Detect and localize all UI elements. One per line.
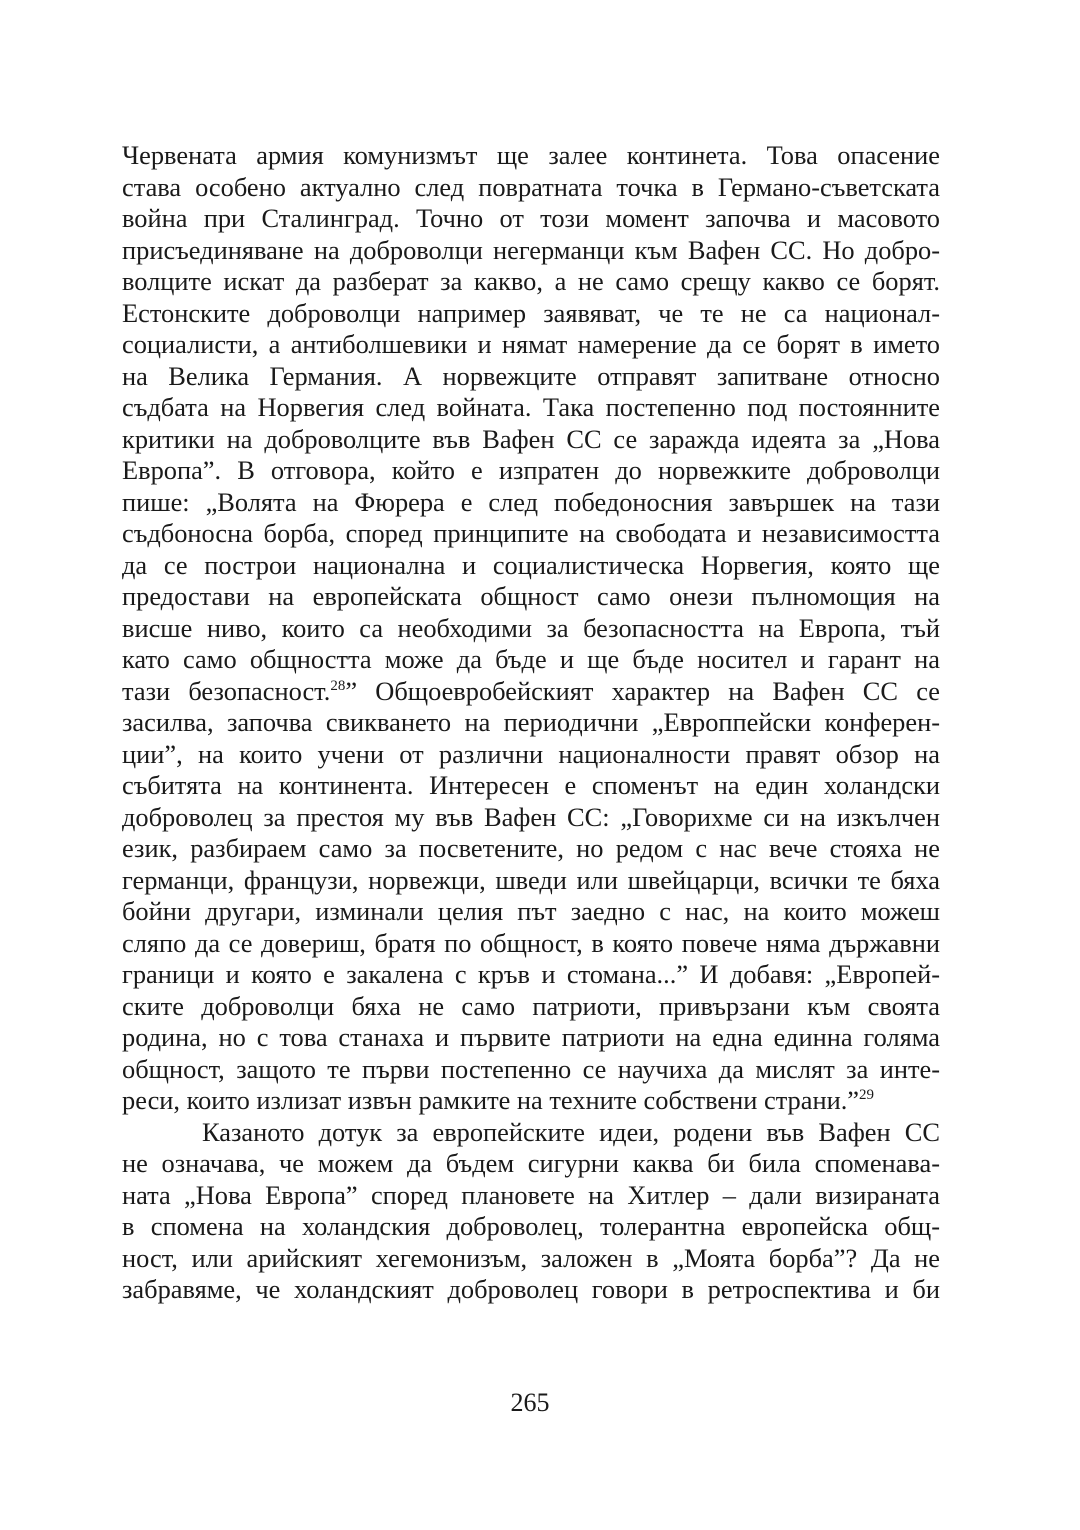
text-line: в спомена на холандския доброволец, толерантна европейска общ- [122, 1211, 940, 1241]
text-line: Червената армия комунизмът ще залее континета. Това опасение [122, 140, 940, 170]
text-line: висше ниво, които са необходими за безопасността на Европа, тъй [122, 612, 940, 643]
text-line: става особено актуално след повратната точка в Германо-съветската [122, 171, 940, 202]
text-line: сляпо да се довериш, братя по общност, в която повече няма държавни [122, 927, 940, 958]
text-line: пише: „Волята на Фюрера е след победоносния завършек на тази [122, 486, 940, 517]
text-line: не означава, че можем да бъдем сигурни каква би била споменава- [122, 1148, 940, 1178]
text-segment: реси, които излизат извън рамките на техните собствени страни.” [122, 1085, 860, 1115]
text-line: съдбоносна борба, според принципите на свободата и независимостта [122, 518, 940, 548]
text-line: общност, защото те първи постепенно се научиха да мислят за инте- [122, 1053, 940, 1084]
text-line: ции”, на които учени от различни националности правят обзор на [122, 738, 940, 769]
text-line-with-footnote [122, 1085, 940, 1117]
text-line: германци, французи, норвежци, шведи или швейцарци, всички те бяха [122, 864, 940, 895]
text-line: бойни другари, изминали целия път заедно с нас, на които можеш [122, 896, 940, 926]
text-line: ната „Нова Европа” според плановете на Хитлер – дали визираната [122, 1179, 940, 1210]
text-line: родина, но с това станаха и първите патриоти на една единна голяма [122, 1022, 940, 1052]
text-line: Естонските доброволци например заявяват, че те не са национал- [122, 297, 940, 328]
footnote-marker-28: 28 [330, 677, 346, 694]
text-line: граници и която е закалена с кръв и стомана...” И добавя: „Европей- [122, 959, 940, 989]
text-line: засилва, започва свикването на периодични „Европпейски конферен- [122, 707, 940, 737]
text-line: ност, или арийският хегемонизъм, заложен в „Моята борба”? Да не [122, 1242, 940, 1273]
text-line: социалисти, а антиболшевики и нямат намерение да се борят в името [122, 329, 940, 359]
text-line: забравяме, че холандският доброволец говори в ретроспектива и би [122, 1274, 940, 1304]
text-line-with-footnote [122, 676, 940, 708]
footnote-marker-29: 29 [859, 1087, 875, 1103]
text-line: присъединяване на доброволци негерманци към Вафен СС. Но добро- [122, 234, 940, 265]
text-line: доброволец за престоя му във Вафен СС: „Говорихме си на изкълчен [122, 801, 940, 832]
text-line: да се построи национална и социалистическа Норвегия, която ще [122, 549, 940, 580]
page-number: 265 [510, 1388, 550, 1417]
text-line: ските доброволци бяха не само патриоти, привързани към своята [122, 990, 940, 1021]
text-line: Европа”. В отговора, който е изпратен до норвежките доброволци [122, 455, 940, 485]
text-line: критики на доброволците във Вафен СС се заражда идеята за „Нова [122, 423, 940, 454]
text-line: събитята на континента. Интересен е споменът на един холандски [122, 770, 940, 800]
text-line: съдбата на Норвегия след войната. Така постепенно под постоянните [122, 392, 940, 422]
text-line: като само общността може да бъде и ще бъде носител и гарант на [122, 644, 940, 674]
paragraph-first-line: Казаното дотук за европейските идеи, родени във Вафен СС [202, 1116, 940, 1147]
text-line: предостави на европейската общност само онези пълномощия на [122, 581, 940, 611]
text-segment: ” Общоевробейският характер на Вафен СС се [345, 675, 940, 706]
text-line: на Велика Германия. А норвежците отправят запитване относно [122, 360, 940, 391]
text-line: война при Сталинград. Точно от този момент започва и масовото [122, 203, 940, 233]
text-segment: тази безопасност. [122, 675, 331, 706]
text-line: волците искат да разберат за какво, а не само срещу какво се борят. [122, 266, 940, 296]
text-line: език, разбираем само за посветените, но редом с нас вече стояха не [122, 833, 940, 863]
body-text [122, 140, 940, 1306]
